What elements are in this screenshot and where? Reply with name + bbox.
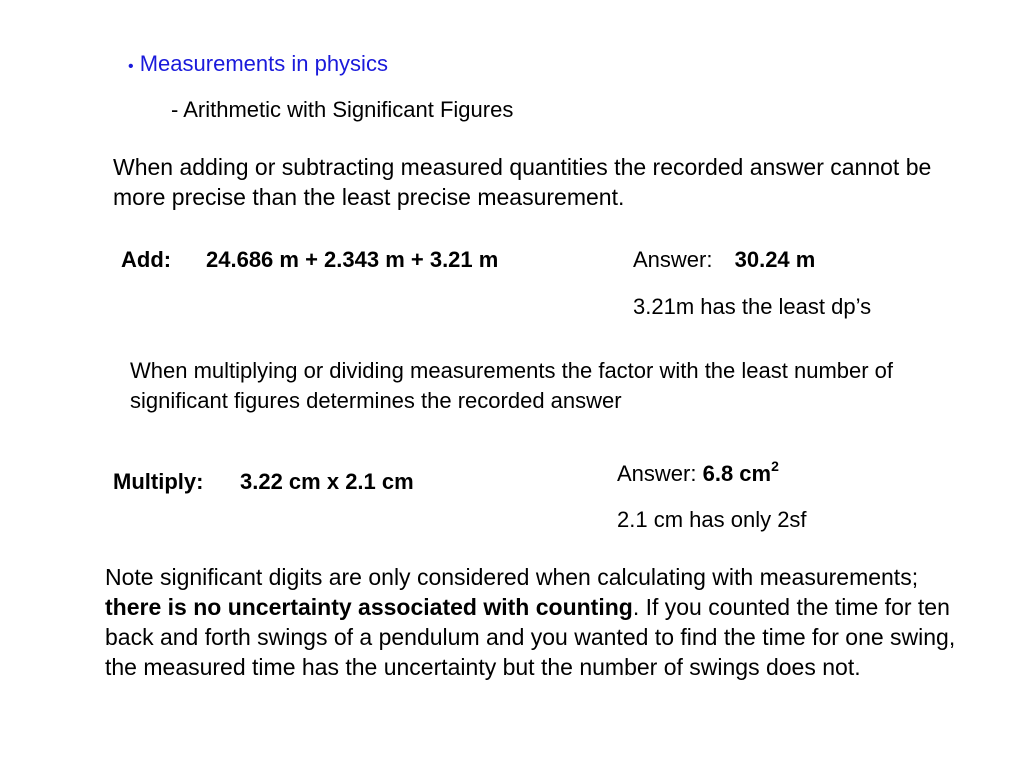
note-emphasis: there is no uncertainty associated with counting bbox=[105, 594, 633, 620]
heading-subtitle: - Arithmetic with Significant Figures bbox=[171, 97, 514, 122]
multiply-answer-label: Answer: bbox=[617, 461, 697, 486]
multiply-answer bbox=[617, 459, 779, 489]
multiply-answer-exponent: 2 bbox=[771, 457, 779, 474]
multiply-label: Multiply: bbox=[113, 469, 204, 494]
note-text-start: Note significant digits are only considered when calculating with measurements; bbox=[105, 564, 919, 590]
add-expression: 24.686 m + 2.343 m + 3.21 m bbox=[206, 247, 499, 272]
bullet-marker: • bbox=[128, 58, 134, 75]
heading-title: Measurements in physics bbox=[139, 51, 388, 76]
add-answer-reason: 3.21m has the least dp’s bbox=[633, 294, 872, 319]
add-answer bbox=[633, 245, 815, 275]
note-paragraph bbox=[105, 562, 975, 682]
note-text-end: . If you counted the time for ten back and forth swings of a pendulum and you wanted to find the time for one swing, the measured time has the uncertainty but the number of swings does not. bbox=[105, 594, 956, 680]
multiply-answer-value-group bbox=[702, 457, 779, 486]
multiply-answer-value: 6.8 cm bbox=[702, 461, 772, 486]
multiplication-rule: When multiplying or dividing measurements the factor with the least number of significant figures determines the recorded answer bbox=[130, 358, 894, 413]
multiply-answer-reason: 2.1 cm has only 2sf bbox=[617, 507, 807, 532]
add-answer-value: 30.24 m bbox=[734, 247, 816, 272]
section-heading bbox=[128, 49, 388, 82]
multiply-expression: 3.22 cm x 2.1 cm bbox=[240, 469, 414, 494]
add-answer-label: Answer: bbox=[633, 247, 713, 272]
add-label: Add: bbox=[121, 247, 172, 272]
addition-rule: When adding or subtracting measured quantities the recorded answer cannot be more precise than the least precise measurement. bbox=[113, 154, 932, 210]
